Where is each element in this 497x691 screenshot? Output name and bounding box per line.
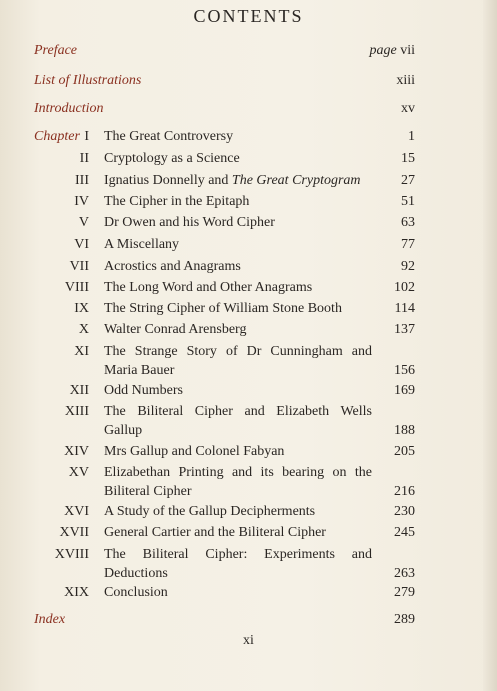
chapter-title-text: Conclusion [104, 585, 168, 600]
chapter-number: XIII [64, 404, 89, 419]
chapter-title [104, 545, 372, 583]
chapter-number: XIV [64, 444, 89, 459]
chapter-number: XV [68, 465, 89, 480]
chapter-title-line [104, 545, 372, 564]
chapter-title-italic: The Great Cryptogram [231, 173, 361, 188]
chapter-title [104, 320, 372, 339]
chapter-page: 279 [394, 585, 415, 600]
chapter-number: XVIII [54, 547, 89, 562]
chapter-title-text: Odd Numbers [104, 383, 183, 398]
chapter-page: 77 [401, 237, 415, 252]
chapter-title-text: Ignatius Donnelly and [104, 173, 232, 188]
chapter-page: 230 [394, 504, 415, 519]
chapter-page: 205 [394, 444, 415, 459]
chapter-title-text: Cryptology as a Science [104, 151, 240, 166]
page-folio: xi [243, 633, 254, 648]
chapter-title-text: The String Cipher of William Stone Booth [104, 301, 342, 316]
chapter-number: VI [74, 237, 89, 252]
chapter-title-text: Acrostics and Anagrams [104, 259, 241, 274]
chapter-number: XIX [64, 585, 89, 600]
chapter-title-line [104, 235, 372, 254]
preface-page [370, 43, 416, 59]
chapter-number: VII [69, 259, 89, 274]
chapter-page: 245 [394, 525, 415, 540]
chapter-title [104, 235, 372, 254]
chapter-title [104, 342, 372, 380]
chapter-number: XVII [59, 525, 89, 540]
chapter-title-line [104, 583, 372, 602]
chapter-page: 156 [394, 363, 415, 378]
chapter-title-text: The Long Word and Other Anagrams [104, 280, 313, 295]
illustrations-page: xiii [396, 73, 415, 88]
chapter-number: XII [69, 383, 89, 398]
chapter-title-line [104, 149, 372, 168]
chapter-title-text: Walter Conrad Arensberg [104, 322, 247, 337]
chapter-title-line [104, 482, 372, 501]
chapter-page: 27 [401, 173, 415, 188]
chapter-title [104, 523, 372, 542]
chapter-page: 63 [401, 215, 415, 230]
chapter-title-text: The Great Controversy [104, 129, 234, 144]
index-label: Index [34, 612, 66, 627]
chapter-title-text: The Biliteral Cipher and Elizabeth Wells [104, 404, 372, 419]
chapter-title-line [104, 463, 372, 482]
illustrations-label: List of Illustrations [34, 73, 142, 88]
chapter-title [104, 213, 372, 232]
chapter-title-line [104, 342, 372, 361]
chapter-number: XVI [64, 504, 89, 519]
chapter-title [104, 149, 372, 168]
chapter-title-line [104, 502, 372, 521]
chapter-title-line [104, 127, 372, 146]
chapter-title-text: A Study of the Gallup Decipherments [104, 504, 316, 519]
page-word: page [369, 43, 397, 58]
chapter-title-text: Biliteral Cipher [104, 484, 192, 499]
chapter-number: IX [74, 301, 89, 316]
chapter-title [104, 442, 372, 461]
chapter-title-line [104, 442, 372, 461]
chapter-title-text: Deductions [104, 566, 168, 581]
chapter-page: 216 [394, 484, 415, 499]
chapter-number: V [78, 215, 89, 230]
chapter-number: IV [74, 194, 89, 209]
chapter-page: 15 [401, 151, 415, 166]
chapter-page: 137 [394, 322, 415, 337]
chapter-number: I [84, 129, 89, 144]
chapter-title-line [104, 421, 372, 440]
chapter-title-line [104, 213, 372, 232]
preface-page-number: vii [400, 43, 415, 58]
chapter-page: 51 [401, 194, 415, 209]
chapter-number: II [79, 151, 89, 166]
chapter-page: 92 [401, 259, 415, 274]
introduction-page: xv [401, 101, 415, 116]
chapter-title-line [104, 257, 372, 276]
chapter-title-line [104, 171, 372, 190]
chapter-title [104, 171, 372, 190]
chapter-title [104, 278, 372, 297]
chapter-title [104, 402, 372, 440]
chapter-page: 1 [408, 129, 415, 144]
chapter-title [104, 257, 372, 276]
chapter-title [104, 127, 372, 146]
chapter-title [104, 192, 372, 211]
chapter-number: VIII [64, 280, 89, 295]
chapter-page: 263 [394, 566, 415, 581]
chapter-page: 102 [394, 280, 415, 295]
chapter-title-text: Mrs Gallup and Colonel Fabyan [104, 444, 285, 459]
chapter-title-text: The Cipher in the Epitaph [104, 194, 250, 209]
chapter-title-text: Dr Owen and his Word Cipher [104, 215, 275, 230]
chapter-title-text: A Miscellany [104, 237, 180, 252]
chapter-title [104, 381, 372, 400]
chapter-title-text: Gallup [104, 423, 143, 438]
page-edge-shadow [483, 0, 497, 691]
chapter-title-line [104, 361, 372, 380]
chapter-title [104, 583, 372, 602]
chapter-title-line [104, 381, 372, 400]
chapter-title-line [104, 402, 372, 421]
chapter-title [104, 299, 372, 318]
chapter-title [104, 463, 372, 501]
chapter-title-text: General Cartier and the Biliteral Cipher [104, 525, 326, 540]
index-page: 289 [394, 612, 415, 627]
preface-label: Preface [34, 43, 78, 58]
chapter-title-text: Maria Bauer [104, 363, 175, 378]
chapter-title [104, 502, 372, 521]
chapter-title-line [104, 299, 372, 318]
introduction-label: Introduction [34, 101, 104, 116]
chapter-title-line [104, 192, 372, 211]
chapter-number: X [78, 322, 89, 337]
chapter-title-text: The Biliteral Cipher: Experiments and [104, 547, 372, 562]
chapter-number: XI [74, 344, 89, 359]
chapter-number: III [75, 173, 89, 188]
chapter-title-line [104, 523, 372, 542]
chapter-title-line [104, 320, 372, 339]
contents-heading: CONTENTS [193, 6, 304, 26]
chapter-page: 114 [394, 301, 415, 316]
chapter-title-line [104, 564, 372, 583]
chapter-title-line [104, 278, 372, 297]
chapter-title-text: The Strange Story of Dr Cunningham and [104, 344, 372, 359]
chapter-page: 169 [394, 383, 415, 398]
chapter-word: Chapter [34, 129, 80, 144]
chapter-page: 188 [394, 423, 415, 438]
chapter-title-text: Elizabethan Printing and its bearing on the [104, 465, 372, 480]
